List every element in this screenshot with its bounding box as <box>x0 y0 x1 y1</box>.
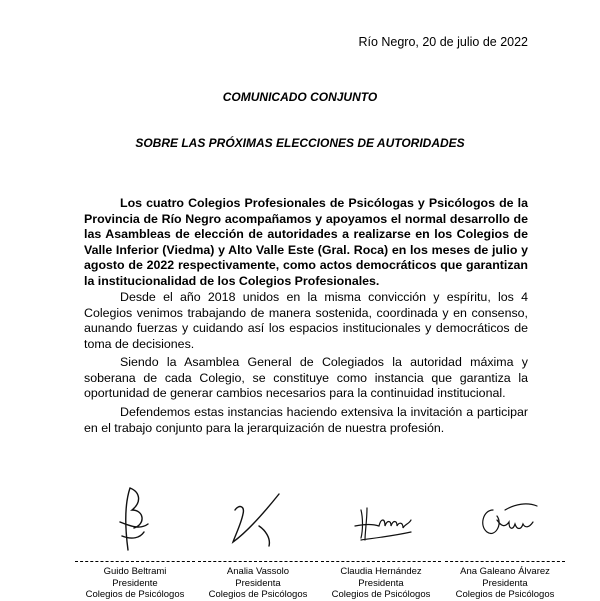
signatory-role: Presidente <box>112 577 158 589</box>
signature-line <box>445 561 565 562</box>
paragraph-4: Defendemos estas instancias haciendo extensiva la invitación a participar en el trabajo conjunto para la jerarquización de nuestra profesión. <box>84 405 528 435</box>
signature-block-vassolo <box>193 480 323 601</box>
signatory-org: Colegios de Psicólogos <box>208 589 308 600</box>
signature-block-galeano <box>440 480 570 601</box>
signature-beltrami-icon <box>100 480 170 558</box>
signatory-role: Presidenta <box>482 577 528 589</box>
date-line: Río Negro, 20 de julio de 2022 <box>358 35 528 49</box>
signature-vassolo-icon <box>223 480 293 558</box>
paragraph-2: Desde el año 2018 unidos en la misma convicción y espíritu, los 4 Colegios venimos trabajando de manera sostenida, coordinada y en consenso, aunando fuerzas y cuidando así los espacios institucionales y democráticos de toma de decisiones. <box>84 290 528 351</box>
signatory-role: Presidenta <box>358 577 404 589</box>
signature-line <box>75 561 195 562</box>
signature-block-beltrami <box>70 480 200 601</box>
document-subtitle: SOBRE LAS PRÓXIMAS ELECCIONES DE AUTORIDADES <box>135 136 465 150</box>
paragraph-1: Los cuatro Colegios Profesionales de Psicólogas y Psicólogos de la Provincia de Río Negro acompañamos y apoyamos el normal desarrollo de las Asambleas de elección de autoridades a realizarse en los Colegios de Valle Inferior (Viedma) y Alto Valle Este (Gral. Roca) en los meses de julio y agosto de 2022 respectivamente, como actos democráticos que garantizan la institucionalidad de los Colegios Profesionales. <box>84 196 528 288</box>
signatory-role: Presidenta <box>235 577 281 589</box>
signatory-name: Ana Galeano Álvarez <box>460 566 550 577</box>
signature-line <box>198 561 318 562</box>
signatory-name: Analia Vassolo <box>226 566 290 577</box>
signatory-org: Colegios de Psicólogos <box>331 589 431 600</box>
signature-galeano-icon <box>465 480 545 558</box>
signatory-org: Colegios de Psicólogos <box>455 589 555 600</box>
signature-hernandez-icon <box>341 480 421 558</box>
signatory-name: Guido Beltrami <box>103 566 167 577</box>
signatory-org: Colegios de Psicólogos <box>85 589 185 600</box>
paragraph-3: Siendo la Asamblea General de Colegiados la autoridad máxima y soberana de cada Colegio, se constituye como instancia que garantiza la oportunidad de generar cambios necesarios para la continuidad institucional. <box>84 355 528 400</box>
document-title: COMUNICADO CONJUNTO <box>222 90 378 104</box>
signatory-name: Claudia Hernández <box>340 566 422 577</box>
signature-line <box>321 561 441 562</box>
signature-block-hernandez <box>316 480 446 601</box>
